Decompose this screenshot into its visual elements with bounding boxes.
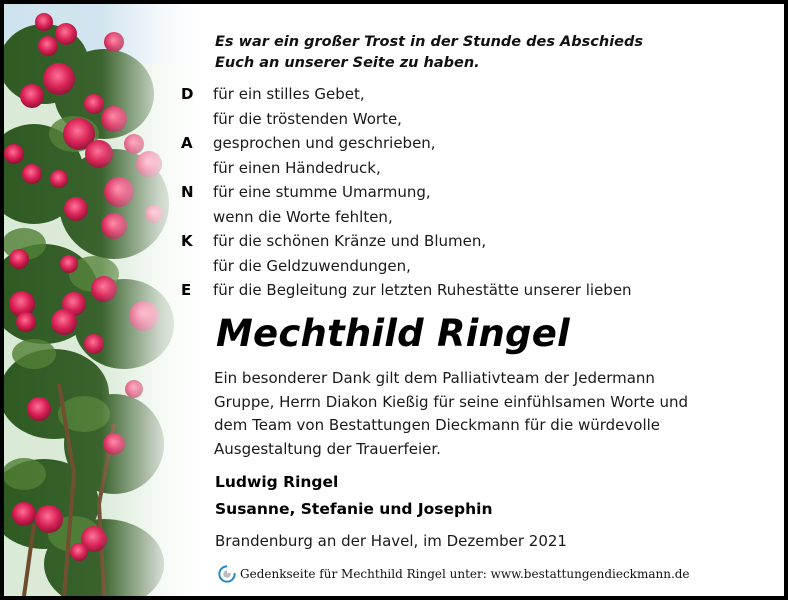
thanks-line: dem Team von Bestattungen Dieckmann für die würdevolle (214, 416, 661, 434)
danke-row (178, 131, 758, 156)
acrostic-letter: N (181, 183, 194, 201)
acrostic-letter: E (181, 281, 192, 299)
danke-text: für die Geldzuwendungen, (213, 256, 411, 275)
memorial-link[interactable]: Gedenkseite für Mechthild Ringel unter: www.bestattungendieckmann.de (240, 567, 690, 581)
acrostic-letter: D (181, 85, 194, 103)
danke-row (178, 254, 758, 279)
signer-name: Susanne, Stefanie und Josephin (215, 500, 493, 518)
danke-row (178, 82, 758, 107)
danke-text: gesprochen und geschrieben, (213, 134, 436, 152)
deceased-name: Mechthild Ringel (216, 312, 570, 355)
signers (215, 469, 493, 523)
danke-text: für einen Händedruck, (213, 158, 381, 177)
thanks-line: Ein besonderer Dank gilt dem Palliativteam der Jedermann (214, 369, 655, 387)
danke-text: für die tröstenden Worte, (213, 109, 402, 128)
danke-acrostic (178, 82, 758, 303)
signer-name: Ludwig Ringel (215, 473, 339, 491)
obituary-card (4, 4, 784, 596)
intro-text (215, 32, 755, 74)
acrostic-letter: K (181, 232, 193, 250)
danke-row (178, 107, 758, 132)
danke-text: wenn die Worte fehlten, (213, 207, 393, 226)
danke-row (178, 229, 758, 254)
thanks-line: Gruppe, Herrn Diakon Kießig für seine einfühlsamen Worte und (214, 392, 688, 411)
intro-line: Es war ein großer Trost in der Stunde des Abschieds (215, 34, 644, 50)
intro-line: Euch an unserer Seite zu haben. (215, 55, 480, 71)
danke-text: für die schönen Kränze und Blumen, (213, 232, 487, 250)
danke-row (178, 156, 758, 181)
danke-row (178, 205, 758, 230)
acrostic-letter: A (181, 134, 193, 152)
memorial-logo-icon (218, 565, 236, 583)
danke-row (178, 278, 758, 303)
special-thanks (214, 367, 774, 461)
place-date: Brandenburg an der Havel, im Dezember 2021 (215, 532, 567, 550)
thanks-line: Ausgestaltung der Trauerfeier. (214, 439, 441, 458)
danke-text: für ein stilles Gebet, (213, 85, 365, 103)
danke-row (178, 180, 758, 205)
danke-text: für die Begleitung zur letzten Ruhestätte unserer lieben (213, 281, 632, 299)
memorial-footer[interactable] (218, 565, 690, 583)
danke-text: für eine stumme Umarmung, (213, 183, 431, 201)
